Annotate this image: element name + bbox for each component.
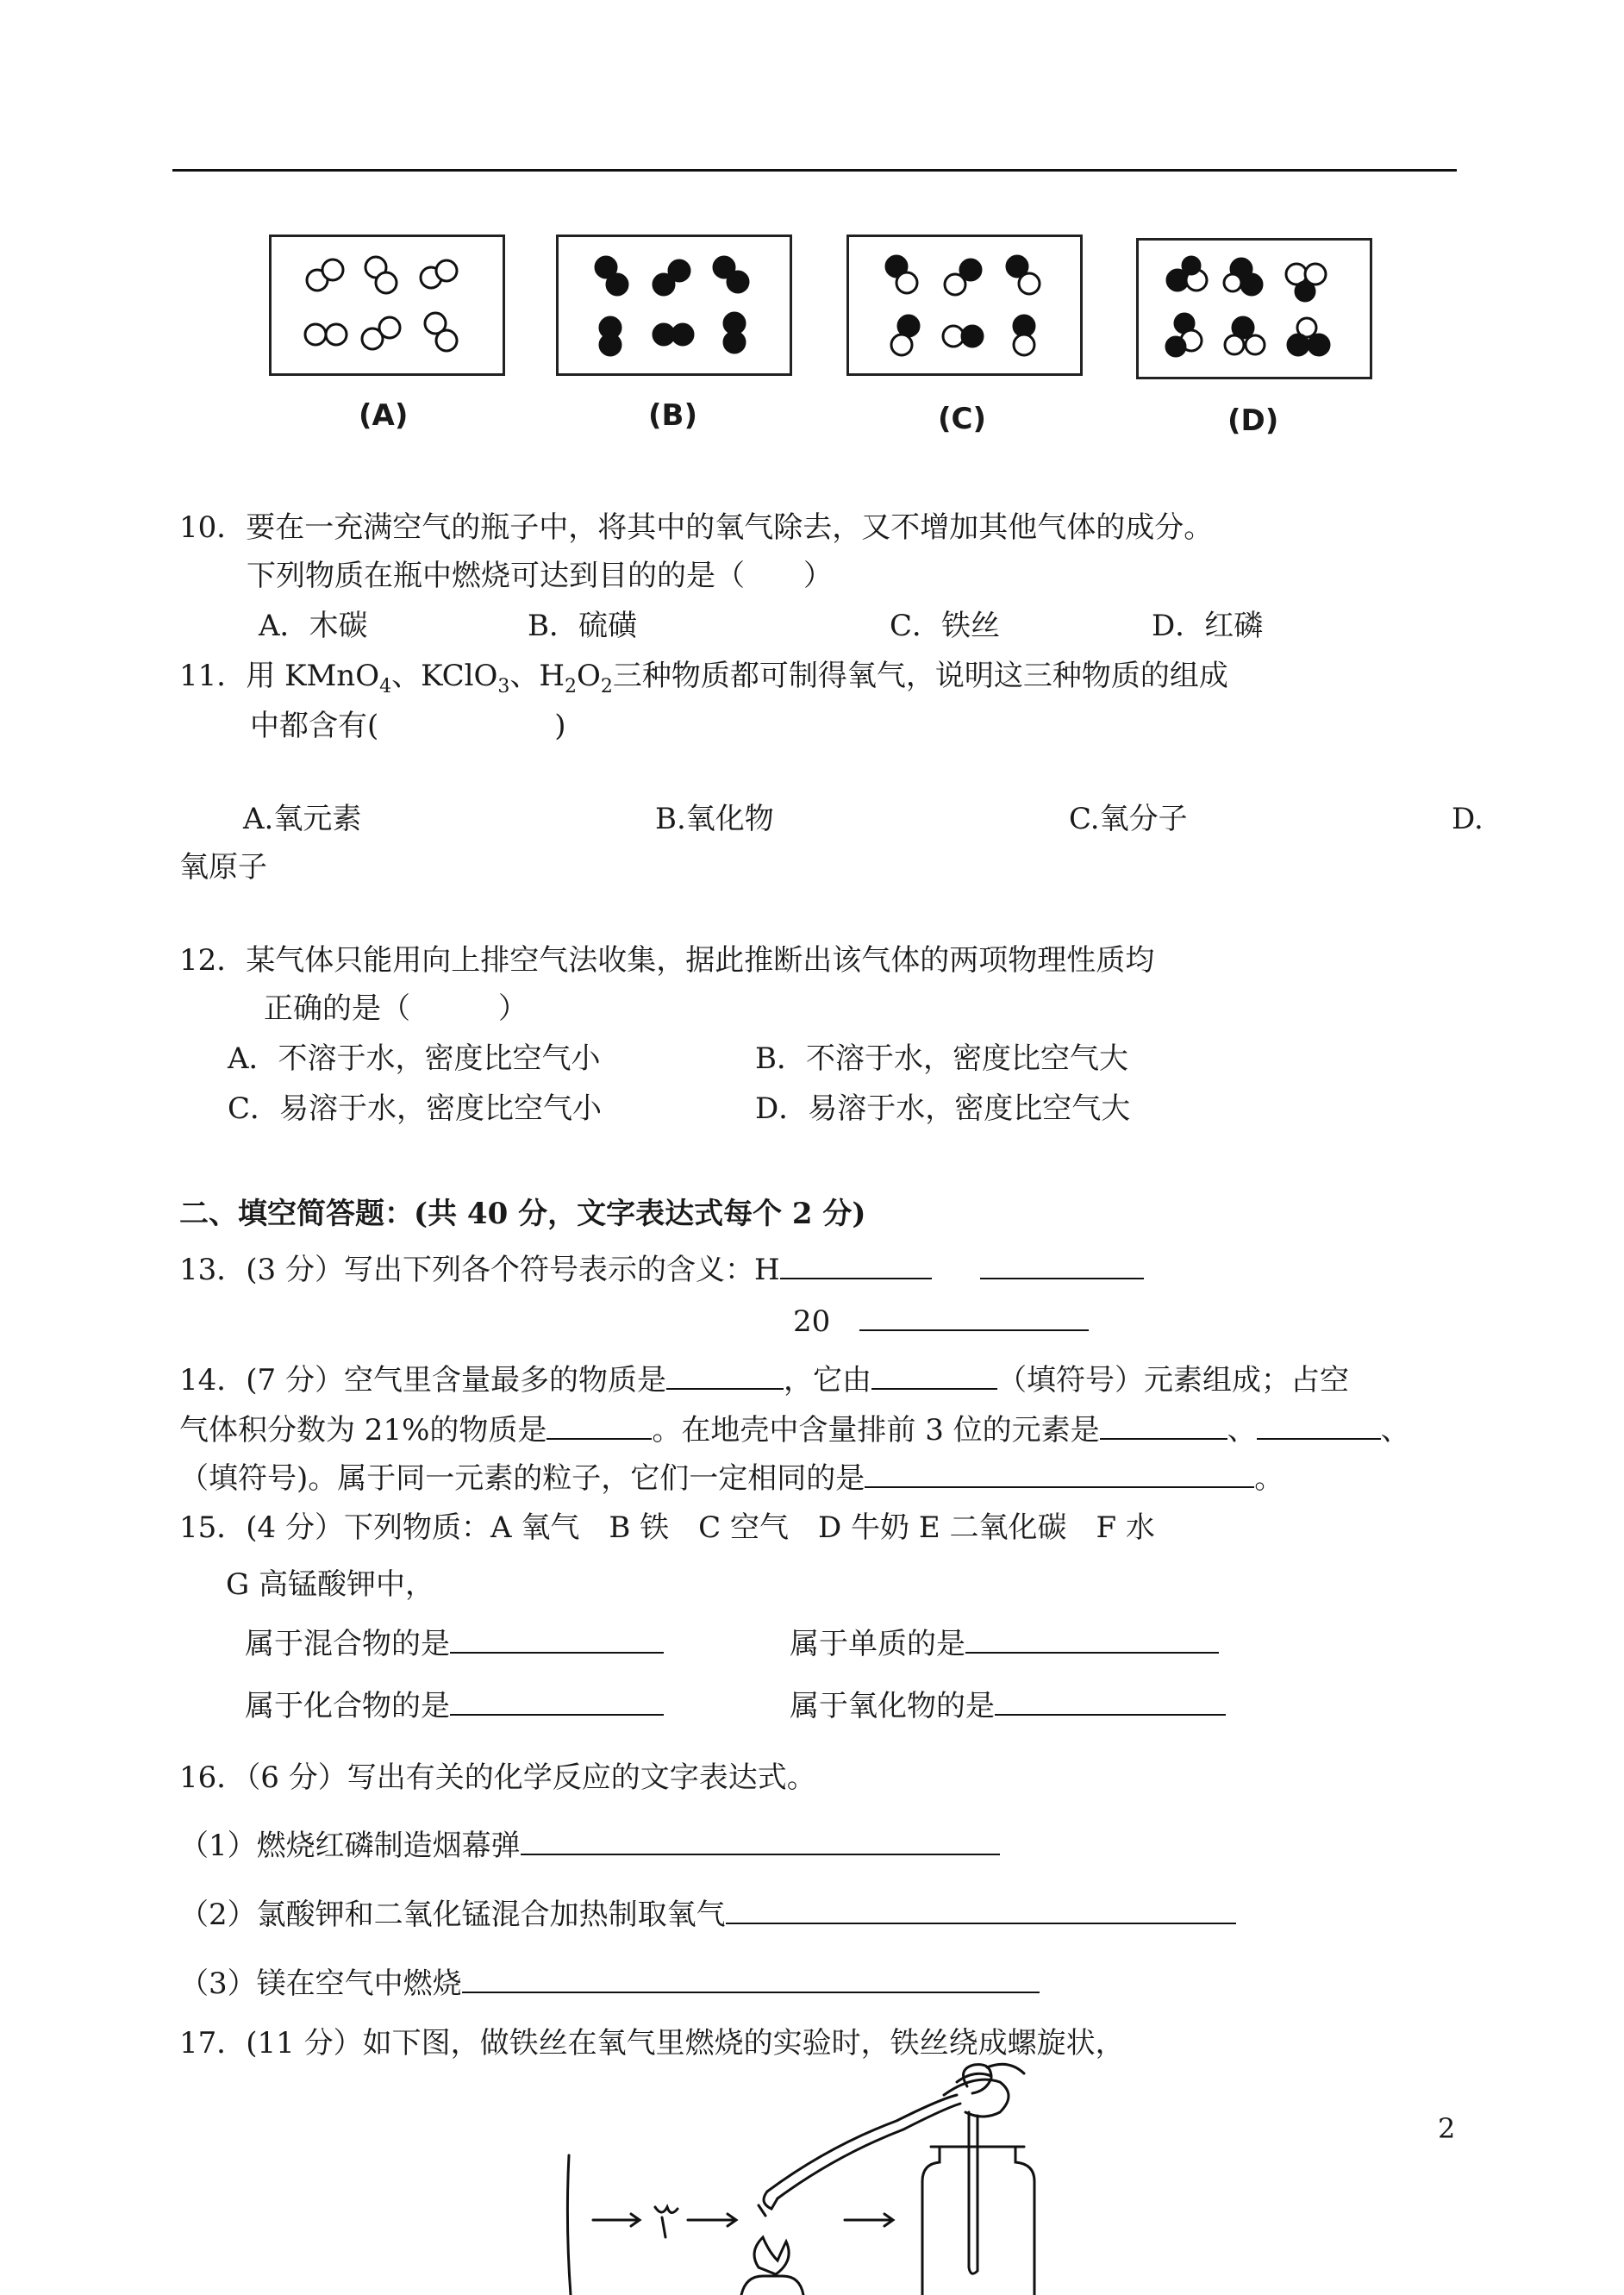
q16-item-2-label: （2）氯酸钾和二氧化锰混合加热制取氧气 [179,1898,726,1932]
q14-text-3b: 。 [1254,1461,1284,1496]
q17-line1: 17．(11 分）如下图，做铁丝在氧气里燃烧的实验时，铁丝绕成螺旋状， [179,2026,1125,2060]
q11-option-b: B.氧化物 [655,802,774,836]
q13-text: 13．(3 分）写出下列各个符号表示的含义：H [179,1253,780,1287]
q12-option-d: D．易溶于水，密度比空气大 [755,1091,1131,1126]
q11-option-d-cont: 氧原子 [179,850,267,885]
q15-line2: G 高锰酸钾中， [226,1567,434,1602]
q14-blank-4[interactable] [1100,1412,1227,1440]
page-number: 2 [1438,2112,1456,2145]
q16-item-2 [179,1897,1236,1932]
q11-formula2: 、KClO [391,659,498,693]
q14-text-2d: 、 [1380,1413,1410,1448]
q10-option-c: C．铁丝 [890,609,1001,643]
q14-line3 [179,1460,1284,1496]
q14-line1 [179,1362,1349,1398]
q11-formula3-mid: O [576,659,601,693]
q15-oxide-blank[interactable] [995,1688,1226,1716]
q11-formula2-sub: 3 [497,675,510,697]
panel-a-molecules [305,257,457,351]
q11-option-a: A.氧元素 [243,802,362,836]
q10-option-a: A．木碳 [259,609,368,643]
q16-item-3-label: （3）镁在空气中燃烧 [179,1967,462,2001]
q16-item-3-blank[interactable] [462,1966,1040,1993]
q10-option-d: D．红磷 [1152,609,1264,643]
q14-text-1a: 14．(7 分）空气里含量最多的物质是 [179,1363,666,1398]
q11-line2: 中都含有( ) [250,709,566,743]
q11-formula3-sub1: 2 [564,675,577,697]
q14-text-1b: ，它由 [783,1363,871,1398]
q13-line1 [179,1252,1144,1287]
q13-line2 [793,1304,1089,1339]
q11-formula1-sub: 4 [379,675,392,697]
q14-blank-3[interactable] [547,1412,652,1440]
q16-item-1 [179,1828,1000,1863]
q13-blank-3[interactable] [859,1304,1089,1331]
q11-formula1: KMnO [284,659,380,693]
q14-blank-1[interactable] [666,1362,784,1390]
q14-text-2c: 、 [1227,1413,1257,1448]
q15-element [790,1626,1219,1661]
q16-item-2-blank[interactable] [726,1897,1236,1924]
q12-option-c: C．易溶于水，密度比空气小 [228,1091,603,1126]
q11-prefix: 11．用 [179,659,285,693]
q14-text-3a: （填符号)。属于同一元素的粒子，它们一定相同的是 [179,1461,865,1496]
q15-oxide-label: 属于氧化物的是 [790,1689,995,1723]
q13-symbol2: 20 [793,1304,831,1339]
q11-option-d: D. [1452,802,1483,836]
q15-compound [245,1688,664,1723]
label-b: (B) [648,398,697,433]
q11-option-c: C.氧分子 [1069,802,1188,836]
q14-text-2a: 气体积分数为 21%的物质是 [179,1413,547,1448]
q10-line2: 下列物质在瓶中燃烧可达到目的的是（ ） [247,559,833,593]
q14-text-1c: （填符号）元素组成；占空 [996,1363,1349,1398]
q11-formula3: 、H [509,659,565,693]
q15-mixture-blank[interactable] [450,1626,664,1654]
q15-mixture [245,1626,664,1661]
q15-element-blank[interactable] [965,1626,1219,1654]
q16-line1: 16．（6 分）写出有关的化学反应的文字表达式。 [179,1760,816,1795]
molecule-particles [0,0,1624,431]
panel-d-molecules [1166,257,1329,356]
q10-line1: 10．要在一充满空气的瓶子中，将其中的氧气除去，又不增加其他气体的成分。 [179,510,1214,545]
label-c: (C) [938,402,987,436]
q14-blank-5[interactable] [1257,1412,1381,1440]
q16-item-1-label: （1）燃烧红磷制造烟幕弹 [179,1829,521,1863]
iron-wire-experiment-illustration [552,2060,1155,2295]
section2-heading: 二、填空简答题：(共 40 分，文字表达式每个 2 分) [179,1197,866,1231]
q12-option-b: B．不溶于水，密度比空气大 [755,1041,1128,1076]
q15-compound-label: 属于化合物的是 [245,1689,450,1723]
q15-mixture-label: 属于混合物的是 [245,1627,450,1661]
q11-line1 [179,659,1228,704]
q14-text-2b: 。在地壳中含量排前 3 位的元素是 [652,1413,1100,1448]
q14-blank-2[interactable] [871,1362,997,1390]
q15-line1: 15．(4 分）下列物质：A 氧气 B 铁 C 空气 D 牛奶 E 二氧化碳 F 水 [179,1510,1155,1545]
q12-option-a: A．不溶于水，密度比空气小 [228,1041,601,1076]
q14-line2 [179,1412,1410,1448]
q12-line1: 12．某气体只能用向上排空气法收集，据此推断出该气体的两项物理性质均 [179,943,1155,978]
q11-formula3-sub2: 2 [600,675,613,697]
q13-blank-1[interactable] [780,1252,932,1279]
label-d: (D) [1227,403,1279,438]
label-a: (A) [359,398,409,433]
panel-c-molecules [886,256,1040,355]
q15-element-label: 属于单质的是 [790,1627,965,1661]
panel-b-molecules [596,257,748,355]
q15-oxide [790,1688,1226,1723]
q15-compound-blank[interactable] [450,1688,664,1716]
q12-line2: 正确的是（ ） [264,991,528,1026]
q14-blank-6[interactable] [865,1460,1254,1488]
q11-suffix: 三种物质都可制得氧气，说明这三种物质的组成 [612,659,1228,693]
q16-item-1-blank[interactable] [521,1828,1000,1855]
q13-blank-2[interactable] [980,1252,1144,1279]
q16-item-3 [179,1966,1040,2001]
q10-option-b: B．硫磺 [528,609,637,643]
